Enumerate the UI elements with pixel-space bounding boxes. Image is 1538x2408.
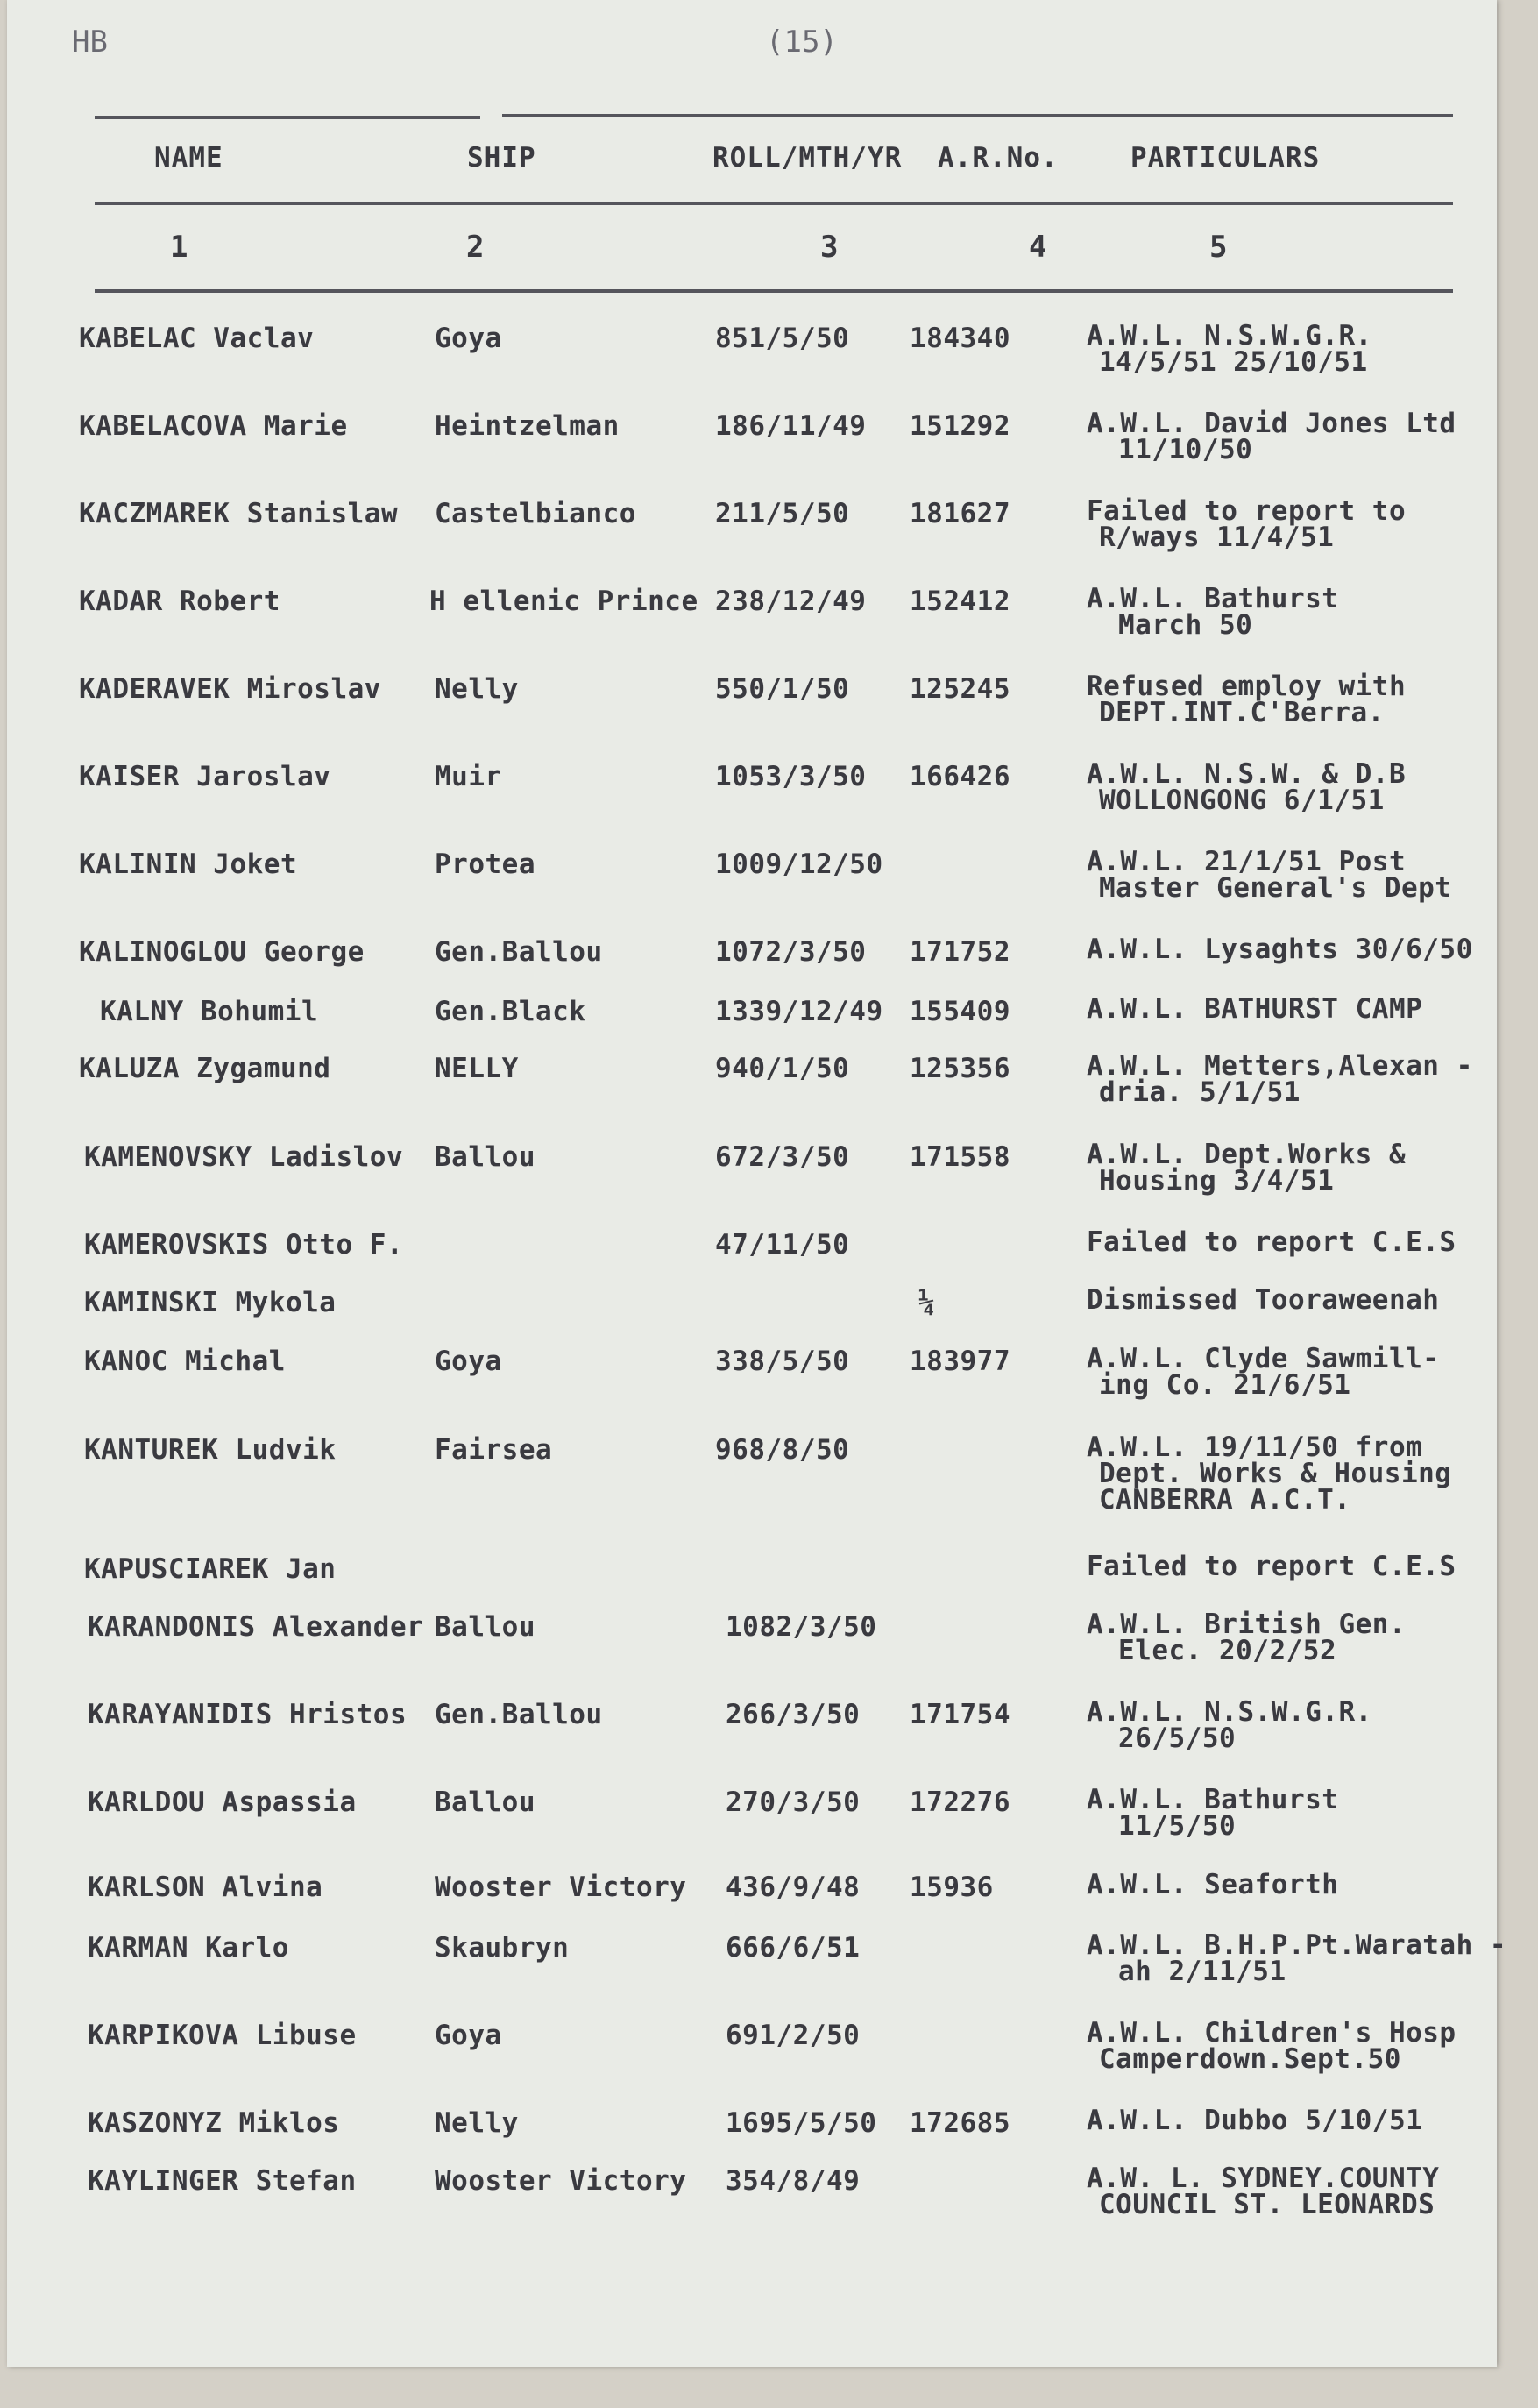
entry-name: KARAYANIDIS Hristos [88,1699,408,1730]
entry-roll: 211/5/50 [715,498,850,529]
entry-name: KALINOGLOU George [79,936,365,968]
particulars-line: A.W.L. Children's Hosp [1087,2017,1456,2049]
entry-ar-number: 172685 [910,2107,1010,2139]
particulars-line: WOLLONGONG 6/1/51 [1099,785,1385,816]
entry-roll: 1072/3/50 [715,936,867,968]
entry-name: KARLSON Alvina [88,1872,323,1903]
entry-ar-number: 125245 [910,673,1010,705]
entry-ship: Gen.Ballou [435,1699,603,1730]
particulars-line: A.W.L. David Jones Ltd [1087,408,1456,439]
entry-name: KAISER Jaroslav [79,761,331,792]
particulars-line: Elec. 20/2/52 [1118,1635,1337,1666]
entry-particulars [1087,846,1452,904]
entry-roll: 1339/12/49 [715,996,883,1027]
entry-particulars [1087,934,1473,965]
column-header-name: NAME [154,142,223,174]
page-number: (15) [766,25,838,60]
entry-name: KAMENOVSKY Ladislov [84,1141,404,1173]
particulars-line: A.W. L. SYDNEY.COUNTY [1087,2163,1440,2194]
header-rule-top-right [502,114,1453,117]
particulars-line: Failed to report to [1087,495,1407,527]
entry-name: KAPUSCIAREK Jan [84,1553,337,1585]
entry-particulars [1087,495,1407,553]
particulars-line: Failed to report C.E.S [1087,1226,1456,1258]
entry-ar-number: 183977 [910,1346,1010,1377]
entry-ar-number: 171752 [910,936,1010,968]
entry-ship: Gen.Ballou [435,936,603,968]
entry-ar-number: 184340 [910,323,1010,354]
entry-roll: 940/1/50 [715,1053,850,1084]
entry-roll: 550/1/50 [715,673,850,705]
particulars-line: CANBERRA A.C.T. [1099,1484,1351,1516]
entry-ship: Muir [435,761,502,792]
entry-ship: Nelly [435,2107,519,2139]
entry-roll: 186/11/49 [715,410,867,442]
entry-particulars [1087,2165,1439,2218]
column-number-1: 1 [170,230,188,265]
entry-particulars [1087,1343,1440,1401]
entry-particulars [1087,1784,1339,1842]
particulars-line: ah 2/11/51 [1118,1956,1286,1987]
entry-roll: 238/12/49 [715,586,867,617]
entry-roll: 47/11/50 [715,1229,850,1261]
entry-particulars [1087,1050,1473,1108]
entry-particulars [1087,2017,1456,2075]
particulars-line: COUNCIL ST. LEONARDS [1099,2189,1435,2220]
column-number-4: 4 [1029,230,1047,265]
entry-name: KARANDONIS Alexander [88,1611,424,1643]
particulars-line: A.W.L. 19/11/50 from [1087,1431,1423,1463]
column-header-ar-number: A.R.No. [938,142,1059,174]
particulars-line: Dismissed Tooraweenah [1087,1284,1440,1316]
column-number-3: 3 [820,230,839,265]
entry-particulars [1087,1284,1440,1316]
entry-name: KADERAVEK Miroslav [79,673,381,705]
entry-ar-number: 15936 [910,1872,994,1903]
entry-ship: Goya [435,1346,502,1377]
entry-particulars [1087,1611,1406,1664]
entry-roll: 354/8/49 [726,2165,861,2197]
header-rule-bottom [95,289,1453,293]
particulars-line: 11/5/50 [1118,1810,1237,1842]
document-sheet [7,0,1507,2367]
entry-roll: 691/2/50 [726,2020,861,2051]
entry-name: KANTUREK Ludvik [84,1434,337,1466]
entry-ship: Heintzelman [435,410,620,442]
particulars-line: A.W.L. Metters,Alexan - [1087,1050,1473,1082]
entry-roll: 1082/3/50 [726,1611,877,1643]
entry-roll: 436/9/48 [726,1872,861,1903]
entry-ar-number: 166426 [910,761,1010,792]
particulars-line: A.W.L. N.S.W. & D.B [1087,758,1407,790]
particulars-line: A.W.L. Dubbo 5/10/51 [1087,2105,1423,2136]
entry-particulars [1087,1139,1407,1197]
particulars-line: DEPT.INT.C'Berra. [1099,697,1385,728]
particulars-line: Master General's Dept [1099,872,1452,904]
entry-ship: NELLY [435,1053,519,1084]
entry-name: KARPIKOVA Libuse [88,2020,357,2051]
particulars-line: A.W.L. 21/1/51 Post [1087,846,1407,877]
entry-particulars [1087,758,1407,816]
entry-roll: 1009/12/50 [715,849,883,880]
entry-name: KARLDOU Aspassia [88,1786,357,1818]
particulars-line: A.W.L. Bathurst [1087,1784,1339,1815]
entry-name: KARMAN Karlo [88,1932,289,1964]
entry-name: KADAR Robert [79,586,280,617]
column-header-particulars: PARTICULARS [1130,142,1321,174]
entry-ship: Gen.Black [435,996,586,1027]
particulars-line: 26/5/50 [1118,1723,1237,1754]
particulars-line: A.W.L. BATHURST CAMP [1087,993,1423,1025]
entry-name: KAMEROVSKIS Otto F. [84,1229,404,1261]
entry-ship: Castelbianco [435,498,636,529]
column-header-roll: ROLL/MTH/YR [712,142,903,174]
particulars-line: Failed to report C.E.S [1087,1551,1456,1582]
entry-ship: Goya [435,323,502,354]
entry-ship: Protea [435,849,535,880]
entry-name: KAMINSKI Mykola [84,1287,337,1318]
entry-ar-number: 171558 [910,1141,1010,1173]
entry-particulars [1087,1929,1507,1987]
entry-particulars [1087,320,1372,378]
particulars-line: A.W.L. N.S.W.G.R. [1087,1696,1372,1728]
entry-ship: Ballou [435,1611,535,1643]
entry-roll: 270/3/50 [726,1786,861,1818]
particulars-line: dria. 5/1/51 [1099,1076,1301,1108]
entry-particulars [1087,993,1423,1025]
particulars-line: A.W.L. Lysaghts 30/6/50 [1087,934,1473,965]
entry-ar-number: 155409 [910,996,1010,1027]
particulars-line: 14/5/51 25/10/51 [1099,346,1368,378]
particulars-line: Camperdown.Sept.50 [1099,2043,1401,2075]
entry-ship: Nelly [435,673,519,705]
entry-particulars [1087,2107,1422,2134]
entry-ship: H ellenic Prince [429,586,698,617]
entry-particulars [1087,1431,1452,1516]
entry-particulars [1087,1226,1456,1258]
entry-ship: Wooster Victory [435,2165,687,2197]
particulars-line: A.W.L. N.S.W.G.R. [1087,320,1372,352]
header-rule-top-left [95,116,480,119]
entry-ar-number: 152412 [910,586,1010,617]
particulars-line: A.W.L. B.H.P.Pt.Waratah - [1087,1929,1507,1961]
entry-particulars [1087,1869,1339,1900]
entry-particulars [1087,1696,1372,1754]
entry-name: KABELACOVA Marie [79,410,348,442]
entry-name: KALNY Bohumil [100,996,319,1027]
entry-name: KALININ Joket [79,849,298,880]
entry-roll: 672/3/50 [715,1141,850,1173]
entry-ar-number: 181627 [910,498,1010,529]
entry-ar-number: 172276 [910,1786,1010,1818]
entry-roll: 1695/5/50 [726,2107,877,2139]
entry-ship: Goya [435,2020,502,2051]
entry-ship: Ballou [435,1786,535,1818]
entry-name: KACZMAREK Stanislaw [79,498,399,529]
top-left-mark: HB [72,25,108,60]
entry-ship: Skaubryn [435,1932,570,1964]
entry-roll: 1053/3/50 [715,761,867,792]
particulars-line: March 50 [1118,609,1253,641]
entry-name: KASZONYZ Miklos [88,2107,340,2139]
entry-roll: 266/3/50 [726,1699,861,1730]
entry-name: KAYLINGER Stefan [88,2165,357,2197]
particulars-line: Refused employ with [1087,671,1407,702]
entry-ship: Ballou [435,1141,535,1173]
entry-ship: Fairsea [435,1434,553,1466]
entry-name: KANOC Michal [84,1346,286,1377]
entry-ar-number: 171754 [910,1699,1010,1730]
column-number-5: 5 [1209,230,1228,265]
particulars-line: 11/10/50 [1118,434,1253,465]
entry-name: KALUZA Zygamund [79,1053,331,1084]
entry-particulars [1087,673,1406,726]
entry-name: KABELAC Vaclav [79,323,315,354]
column-number-2: 2 [466,230,485,265]
particulars-line: ing Co. 21/6/51 [1099,1369,1351,1401]
particulars-line: A.W.L. Clyde Sawmill- [1087,1343,1440,1374]
entry-roll: 338/5/50 [715,1346,850,1377]
entry-roll: 968/8/50 [715,1434,850,1466]
particulars-line: Housing 3/4/51 [1099,1165,1335,1197]
particulars-line: A.W.L. British Gen. [1087,1609,1407,1640]
entry-roll: 666/6/51 [726,1932,861,1964]
entry-particulars [1087,1553,1456,1580]
entry-ar-number: 151292 [910,410,1010,442]
entry-roll: 851/5/50 [715,323,850,354]
entry-ship: Wooster Victory [435,1872,687,1903]
particulars-line: A.W.L. Seaforth [1087,1869,1339,1900]
header-rule-middle [95,202,1453,205]
entry-ar-number: 125356 [910,1053,1010,1084]
entry-particulars [1087,410,1456,463]
particulars-line: Dept. Works & Housing [1099,1458,1452,1489]
entry-particulars [1087,583,1339,641]
column-header-ship: SHIP [467,142,536,174]
particulars-line: R/ways 11/4/51 [1099,522,1335,553]
particulars-line: A.W.L. Bathurst [1087,583,1339,614]
entry-ar-number: ¼ [918,1287,936,1318]
particulars-line: A.W.L. Dept.Works & [1087,1139,1407,1170]
